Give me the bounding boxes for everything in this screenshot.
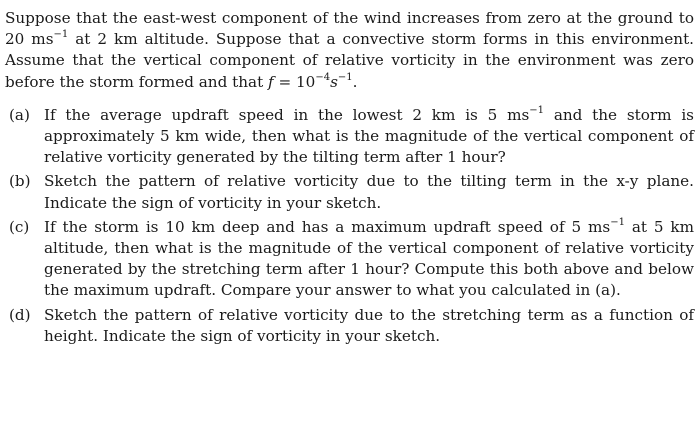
- question-part-a: [5, 105, 694, 169]
- part-c-exponent: −1: [610, 216, 625, 228]
- coriolis-symbol: f: [268, 72, 274, 91]
- part-a-text-end: and the storm is approximately 5 km wide, then what is the magnitude of the vertical component of relative vorticity generated by the tilting term after 1 hour?: [44, 105, 694, 167]
- part-b-label: (b): [9, 172, 31, 191]
- intro-end-period: .: [352, 72, 358, 91]
- intro-wind-value: 20 ms: [5, 30, 54, 49]
- part-c-text-end: at 5 km altitude, then what is the magnitude of the vertical component of relative vorticity generated by the stretching term after 1 hour? Compute this both above and below the maximum updraft. Compare your answer to what you calculated in (a).: [44, 217, 694, 300]
- part-c-label: (c): [9, 217, 30, 236]
- coriolis-unit: s: [330, 72, 338, 91]
- part-a-label: (a): [9, 105, 30, 124]
- intro-line-2: at 2 km altitude. Suppose that a convective storm forms in this environment.: [68, 30, 694, 49]
- question-part-d: [5, 305, 694, 347]
- coriolis-exponent: −4: [315, 71, 331, 83]
- intro-line-1: Suppose that the east-west component of the wind increases from zero at the ground to: [5, 9, 694, 27]
- question-parts-list: [5, 105, 694, 347]
- coriolis-unit-exponent: −1: [337, 71, 353, 83]
- part-a-text-start: If the average updraft speed in the lowest 2 km is 5 ms: [44, 105, 530, 124]
- question-part-b: [5, 171, 694, 213]
- question-part-c: [5, 217, 694, 302]
- intro-line-4: before the storm formed and that: [5, 72, 269, 91]
- part-a-exponent: −1: [529, 104, 545, 116]
- problem-intro: [5, 8, 694, 93]
- part-c-text-start: If the storm is 10 km deep and has a maximum updraft speed of 5 ms: [44, 217, 611, 236]
- intro-line-3: Assume that the vertical component of relative vorticity in the environment was zero: [5, 51, 694, 70]
- part-d-text: Sketch the pattern of relative vorticity due to the stretching term as a function of height. Indicate the sign of vorticity in your sketch.: [44, 305, 694, 345]
- part-b-text: Sketch the pattern of relative vorticity due to the tilting term in the x-y plane. Indicate the sign of vorticity in your sketch.: [44, 172, 694, 212]
- intro-wind-exponent: −1: [53, 29, 69, 41]
- part-d-label: (d): [9, 305, 31, 324]
- coriolis-value: = 10: [273, 72, 316, 91]
